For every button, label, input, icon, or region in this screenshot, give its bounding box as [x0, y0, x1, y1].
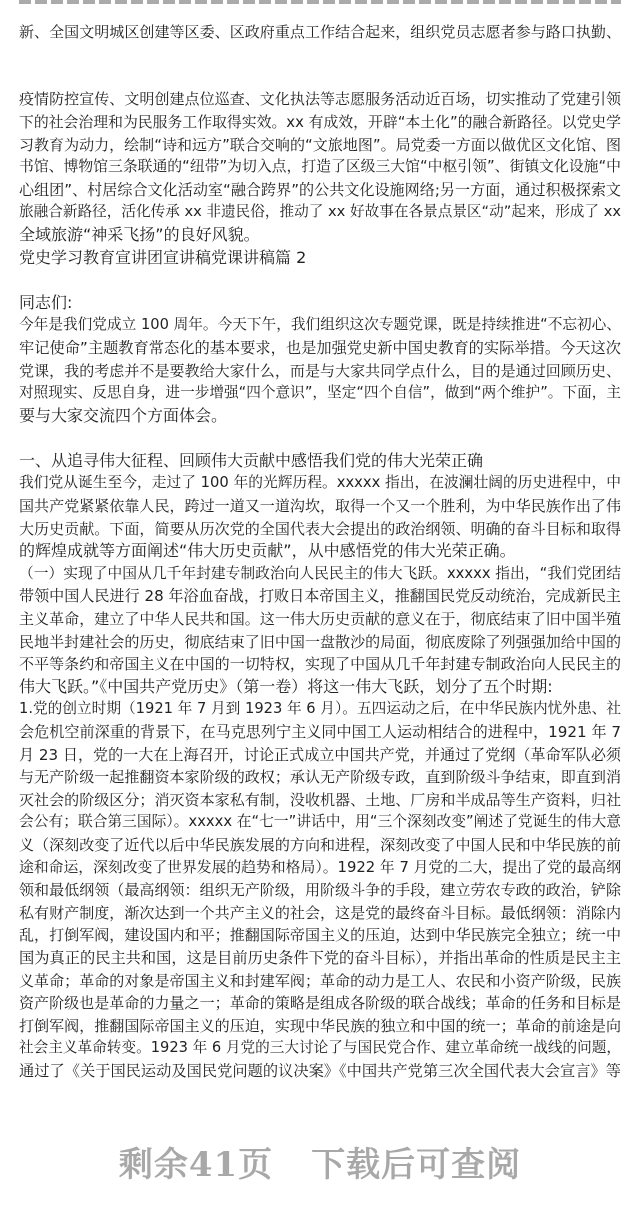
text-line: 民地半封建社会的历史，彻底结束了旧中国一盘散沙的局面，彻底废除了列强强加给中国的 [19, 632, 621, 651]
text-line: 通过了《关于国民运动及国民党问题的议决案》《中国共产党第三次全国代表大会宣言》等 [19, 1061, 621, 1080]
paragraph [19, 88, 621, 246]
text-line: 今年是我们党成立 100 周年。今天下午，我们组织这次专题党课，既是持续推进“不忘初心、 [19, 316, 621, 334]
text-line: 我们党从诞生至今，走过了 100 年的光辉历程。xxxxx 指出，在波澜壮阔的历史进程中，中 [19, 474, 621, 492]
text-line: 新、全国文明城区创建等区委、区政府重点工作结合起来，组织党员志愿者参与路口执勤、 [19, 22, 621, 41]
text-line: 党课，我的考虑并不是要教给大家什么，而是与大家共同学点什么，目的是通过回顾历史、 [19, 361, 621, 380]
text-line: 旅融合新路径，活化传承 xx 非遗民俗，推动了 xx 好故事在各景点景区“动”起来，形成了 xx [19, 203, 621, 221]
document-body [19, 0, 621, 1083]
text-line: 乱，打倒军阀，建设国内和平；推翻国际帝国主义的压迫，达到中华民族完全独立；统一中 [19, 926, 621, 945]
text-line: 月 23 日，党的一大在上海召开，讨论正式成立中国共产党，并通过了党纲（革命军队必须 [19, 745, 621, 764]
paragraph [19, 563, 621, 699]
text-line: 伟大飞跃。”《中国共产党历史》（第一卷）将这一伟大飞跃，划分了五个时期: [19, 676, 553, 696]
download-to-view-text[interactable]: 下载后可查阅 [311, 1145, 522, 1185]
blank-line [19, 269, 621, 292]
text-line: 下的社会治理和为民服务工作取得实效。xx 有成效，开辟“本土化”的融合新路径。以党史学 [19, 112, 621, 131]
paragraph [19, 314, 621, 427]
remaining-pages-banner[interactable] [0, 1137, 640, 1186]
text-line: 灭社会的阶级区分；消灭资本家私有制，没收机器、土地、厂房和半成品等生产资料，归社 [19, 790, 621, 809]
text-line: 牢记使命”主题教育常态化的基本要求，也是加强党史新中国史教育的实际举措。今天这次 [19, 338, 621, 357]
text-line: 党史学习教育宣讲团宣讲稿党课讲稿篇 2 [19, 247, 307, 267]
text-line: 领和最低纲领（最高纲领：组织无产阶级，用阶级斗争的手段，建立劳农专政的政治，铲除 [19, 881, 621, 900]
paragraph [19, 698, 621, 1082]
text-line: 心组团”、村居综合文化活动室“融合跨界”的公共文化设施网络;另一方面，通过积极探索文 [19, 180, 621, 199]
text-line: 义（深刻改变了近代以后中华民族发展的方向和进程，深刻改变了中国人民和中华民族的前 [19, 835, 621, 854]
text-line: 会危机空前深重的背景下，在马克思列宁主义同中国工人运动相结合的进程中，1921 年 7 [19, 723, 621, 741]
cut-off-text-line [19, 0, 621, 21]
text-line: 打倒军阀，推翻国际帝国主义的压迫，实现中华民族的独立和中国的统一；革命的前途是向 [19, 1016, 621, 1035]
text-line: 疫情防控宣传、文明创建点位巡查、文化执法等志愿服务活动近百场，切实推动了党建引领 [19, 90, 621, 109]
text-line: 与无产阶级一起推翻资本家阶级的政权；承认无产阶级专政，直到阶级斗争结束，即直到消 [19, 768, 621, 787]
text-line: 主义革命，建立了中华人民共和国。这一伟大历史贡献的意义在于，彻底结束了旧中国半殖 [19, 610, 621, 629]
text-line: 全域旅游“神采飞扬”的良好风貌。 [19, 224, 260, 244]
text-line: 国共产党紧紧依靠人民，跨过一道又一道沟坎，取得一个又一个胜利，为中华民族作出了伟 [19, 497, 621, 516]
paragraph [19, 21, 621, 44]
text-line: 国为真正的民主共和国，这是目前历史条件下党的奋斗目标），并指出革命的性质是民主主 [19, 948, 621, 967]
text-line: （一）实现了中国从几千年封建专制政治向人民民主的伟大飞跃。xxxxx 指出，“我们党团结 [19, 564, 621, 582]
text-line: 大历史贡献。下面，简要从历次党的全国代表大会提出的政治纲领、明确的奋斗目标和取得 [19, 519, 621, 538]
text-line: 习教育为动力，绘制“诗和远方”联合交响的“文旅地图”。局党委一方面以做优区文化馆、图 [19, 135, 621, 154]
text-line: 一、从追寻伟大征程、回顾伟大贡献中感悟我们党的伟大光荣正确 [19, 450, 484, 470]
blank-line [19, 427, 621, 450]
text-line: 书馆、博物馆三条联通的“纽带”为切入点，打造了区级三大馆“中枢引领”、街镇文化设施“中 [19, 158, 621, 176]
text-line: 途和命运，深刻改变了世界发展的趋势和格局）。1922 年 7 月党的二大，提出了党的最高纲 [19, 858, 621, 876]
text-line: 义革命；革命的对象是帝国主义和封建军阀；革命的动力是工人、农民和小资产阶级，民族 [19, 971, 621, 990]
blank-line [19, 43, 621, 66]
text-line: 要与大家交流四个方面体会。 [19, 405, 228, 425]
remaining-pages-text: 剩余41页 [118, 1145, 274, 1185]
text-line: 带领中国人民进行 28 年浴血奋战，打败日本帝国主义，推翻国民党反动统治，完成新民主 [19, 587, 621, 606]
text-line: 不平等条约和帝国主义在中国的一切特权，实现了中国从几千年封建专制政治向人民民主的 [19, 655, 621, 674]
text-line: 的辉煌成就等方面阐述“伟大历史贡献”，从中感悟党的伟大光荣正确。 [19, 541, 516, 561]
text-line: 1.党的创立时期（1921 年 7 月到 1923 年 6 月）。五四运动之后，在中华民族内忧外患、社 [19, 700, 621, 718]
paragraph [19, 292, 621, 315]
text-line: 资产阶级也是革命的力量之一；革命的策略是组成各阶级的联合战线；革命的任务和目标是 [19, 994, 621, 1013]
text-line: 对照现实、反思自身，进一步增强“四个意识”，坚定“四个自信”，做到“两个维护”。下面，主 [19, 384, 621, 402]
paragraph [19, 247, 621, 270]
text-line: 会公有；联合第三国际）。xxxxx 在“七一”讲话中，用“三个深刻改变”阐述了党诞生的伟大意 [19, 813, 621, 831]
paragraph [19, 450, 621, 473]
text-line: 同志们: [19, 292, 73, 312]
paragraph [19, 472, 621, 562]
text-line: 私有财产制度，渐次达到一个共产主义的社会，这是党的最终奋斗目标。最低纲领：消除内 [19, 903, 621, 922]
text-line: 社会主义革命转变。1923 年 6 月党的三大讨论了与国民党合作、建立革命统一战线的问题， [19, 1039, 621, 1057]
blank-line [19, 66, 621, 89]
